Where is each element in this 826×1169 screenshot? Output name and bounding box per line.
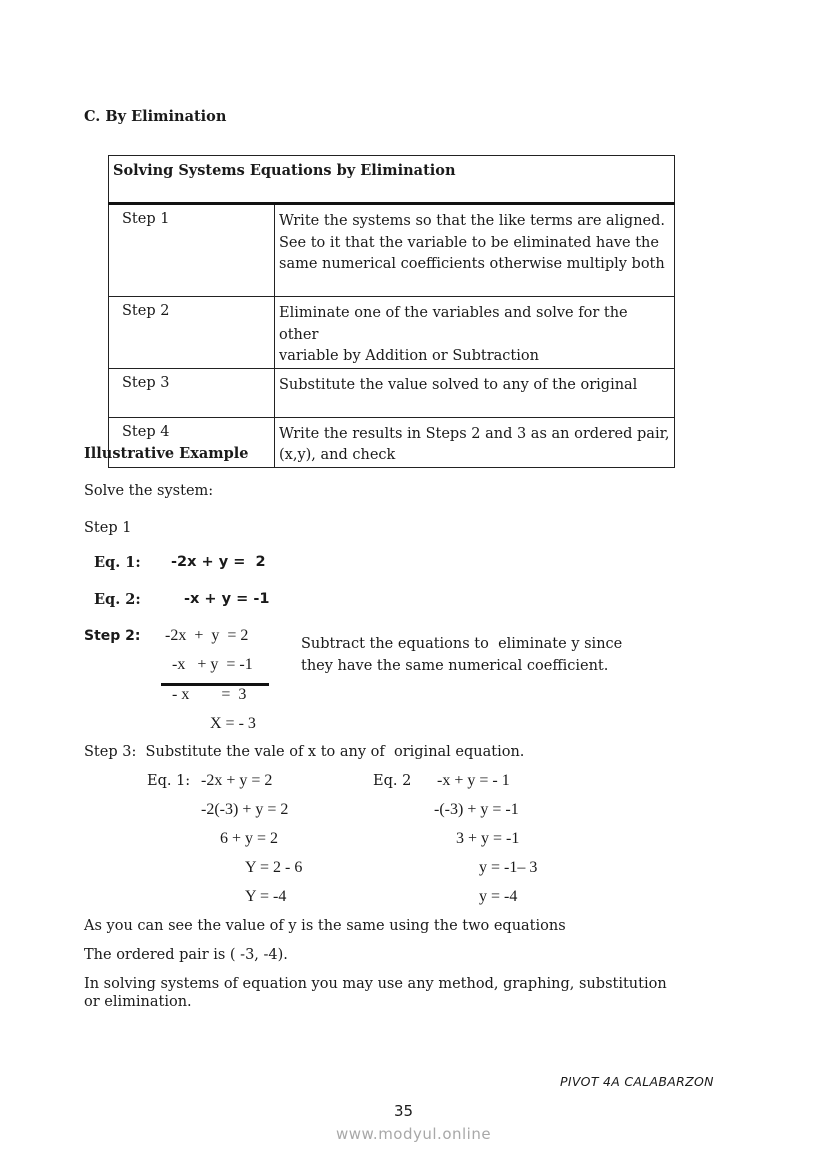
conclusion-ordered-pair: The ordered pair is ( -3, -4). — [84, 947, 288, 963]
step1-label: Step 1 — [84, 520, 132, 536]
step3-left-line: Y = -4 — [245, 888, 287, 905]
example-heading: Illustrative Example — [84, 445, 249, 462]
desc-line: Write the results in Steps 2 and 3 as an ordered pair, — [279, 425, 670, 442]
conclusion-methods: or elimination. — [84, 994, 192, 1010]
step-description — [275, 417, 675, 467]
step-label: Step 3 — [109, 368, 275, 417]
step3-right-line: y = -1– 3 — [479, 859, 538, 876]
step2-note: Subtract the equations to eliminate y since — [301, 636, 623, 652]
page-number: 35 — [394, 1102, 414, 1120]
step-description — [275, 368, 675, 417]
desc-line: Write the systems so that the like terms are aligned. — [279, 213, 666, 229]
step3-right-line: 3 + y = -1 — [456, 830, 520, 847]
step3-left-line: Y = 2 - 6 — [245, 859, 303, 876]
step2-line: -2x + y = 2 — [165, 627, 249, 644]
step3-right-line: -(-3) + y = -1 — [434, 801, 519, 818]
eq1-label: Eq. 1: — [94, 554, 141, 571]
example-intro: Solve the system: — [84, 483, 214, 499]
step3-right-line: y = -4 — [479, 888, 518, 905]
conclusion-methods: In solving systems of equation you may use any method, graphing, substitution — [84, 976, 667, 992]
step-label: Step 4 — [109, 417, 275, 467]
desc-line: Substitute the value solved to any of the original — [279, 376, 638, 393]
desc-line: (x,y), and check — [279, 447, 396, 463]
table-row — [109, 204, 675, 297]
step-label: Step 2 — [109, 297, 275, 369]
step3-right-line: -x + y = - 1 — [437, 772, 510, 789]
step-description — [275, 204, 675, 297]
desc-line: variable by Addition or Subtraction — [279, 348, 539, 364]
step3-left-line: 6 + y = 2 — [220, 830, 279, 847]
elimination-steps-table — [108, 155, 675, 468]
desc-line: Eliminate one of the variables and solve for the other — [279, 305, 628, 343]
watermark: www.modyul.online — [336, 1125, 492, 1143]
step2-line: - x = 3 — [172, 686, 247, 703]
step-description — [275, 297, 675, 369]
conclusion-text: As you can see the value of y is the same using the two equations — [84, 918, 566, 934]
desc-line: same numerical coefficients otherwise multiply both — [279, 256, 665, 272]
section-title: C. By Elimination — [84, 108, 227, 125]
step3-text: Step 3: Substitute the vale of x to any of original equation. — [84, 744, 525, 760]
table-row — [109, 368, 675, 417]
step3-left-line: -2(-3) + y = 2 — [201, 801, 289, 818]
eq1: -2x + y = 2 — [171, 554, 266, 570]
step3-left-label: Eq. 1: — [147, 773, 191, 789]
step2-note: they have the same numerical coefficient. — [301, 658, 609, 674]
step2-line: -x + y = -1 — [172, 656, 253, 673]
table-row — [109, 297, 675, 369]
step3-left-line: -2x + y = 2 — [201, 772, 273, 789]
eq2-label: Eq. 2: — [94, 591, 141, 608]
desc-line: See to it that the variable to be eliminated have the — [279, 234, 659, 251]
eq2: -x + y = -1 — [184, 591, 270, 607]
step3-right-label: Eq. 2 — [373, 773, 412, 789]
step-label: Step 1 — [109, 204, 275, 297]
step2-label: Step 2: — [84, 628, 141, 644]
table-header: Solving Systems Equations by Elimination — [109, 156, 675, 204]
step2-result: X = - 3 — [210, 715, 256, 732]
footer-brand: PIVOT 4A CALABARZON — [560, 1074, 714, 1089]
